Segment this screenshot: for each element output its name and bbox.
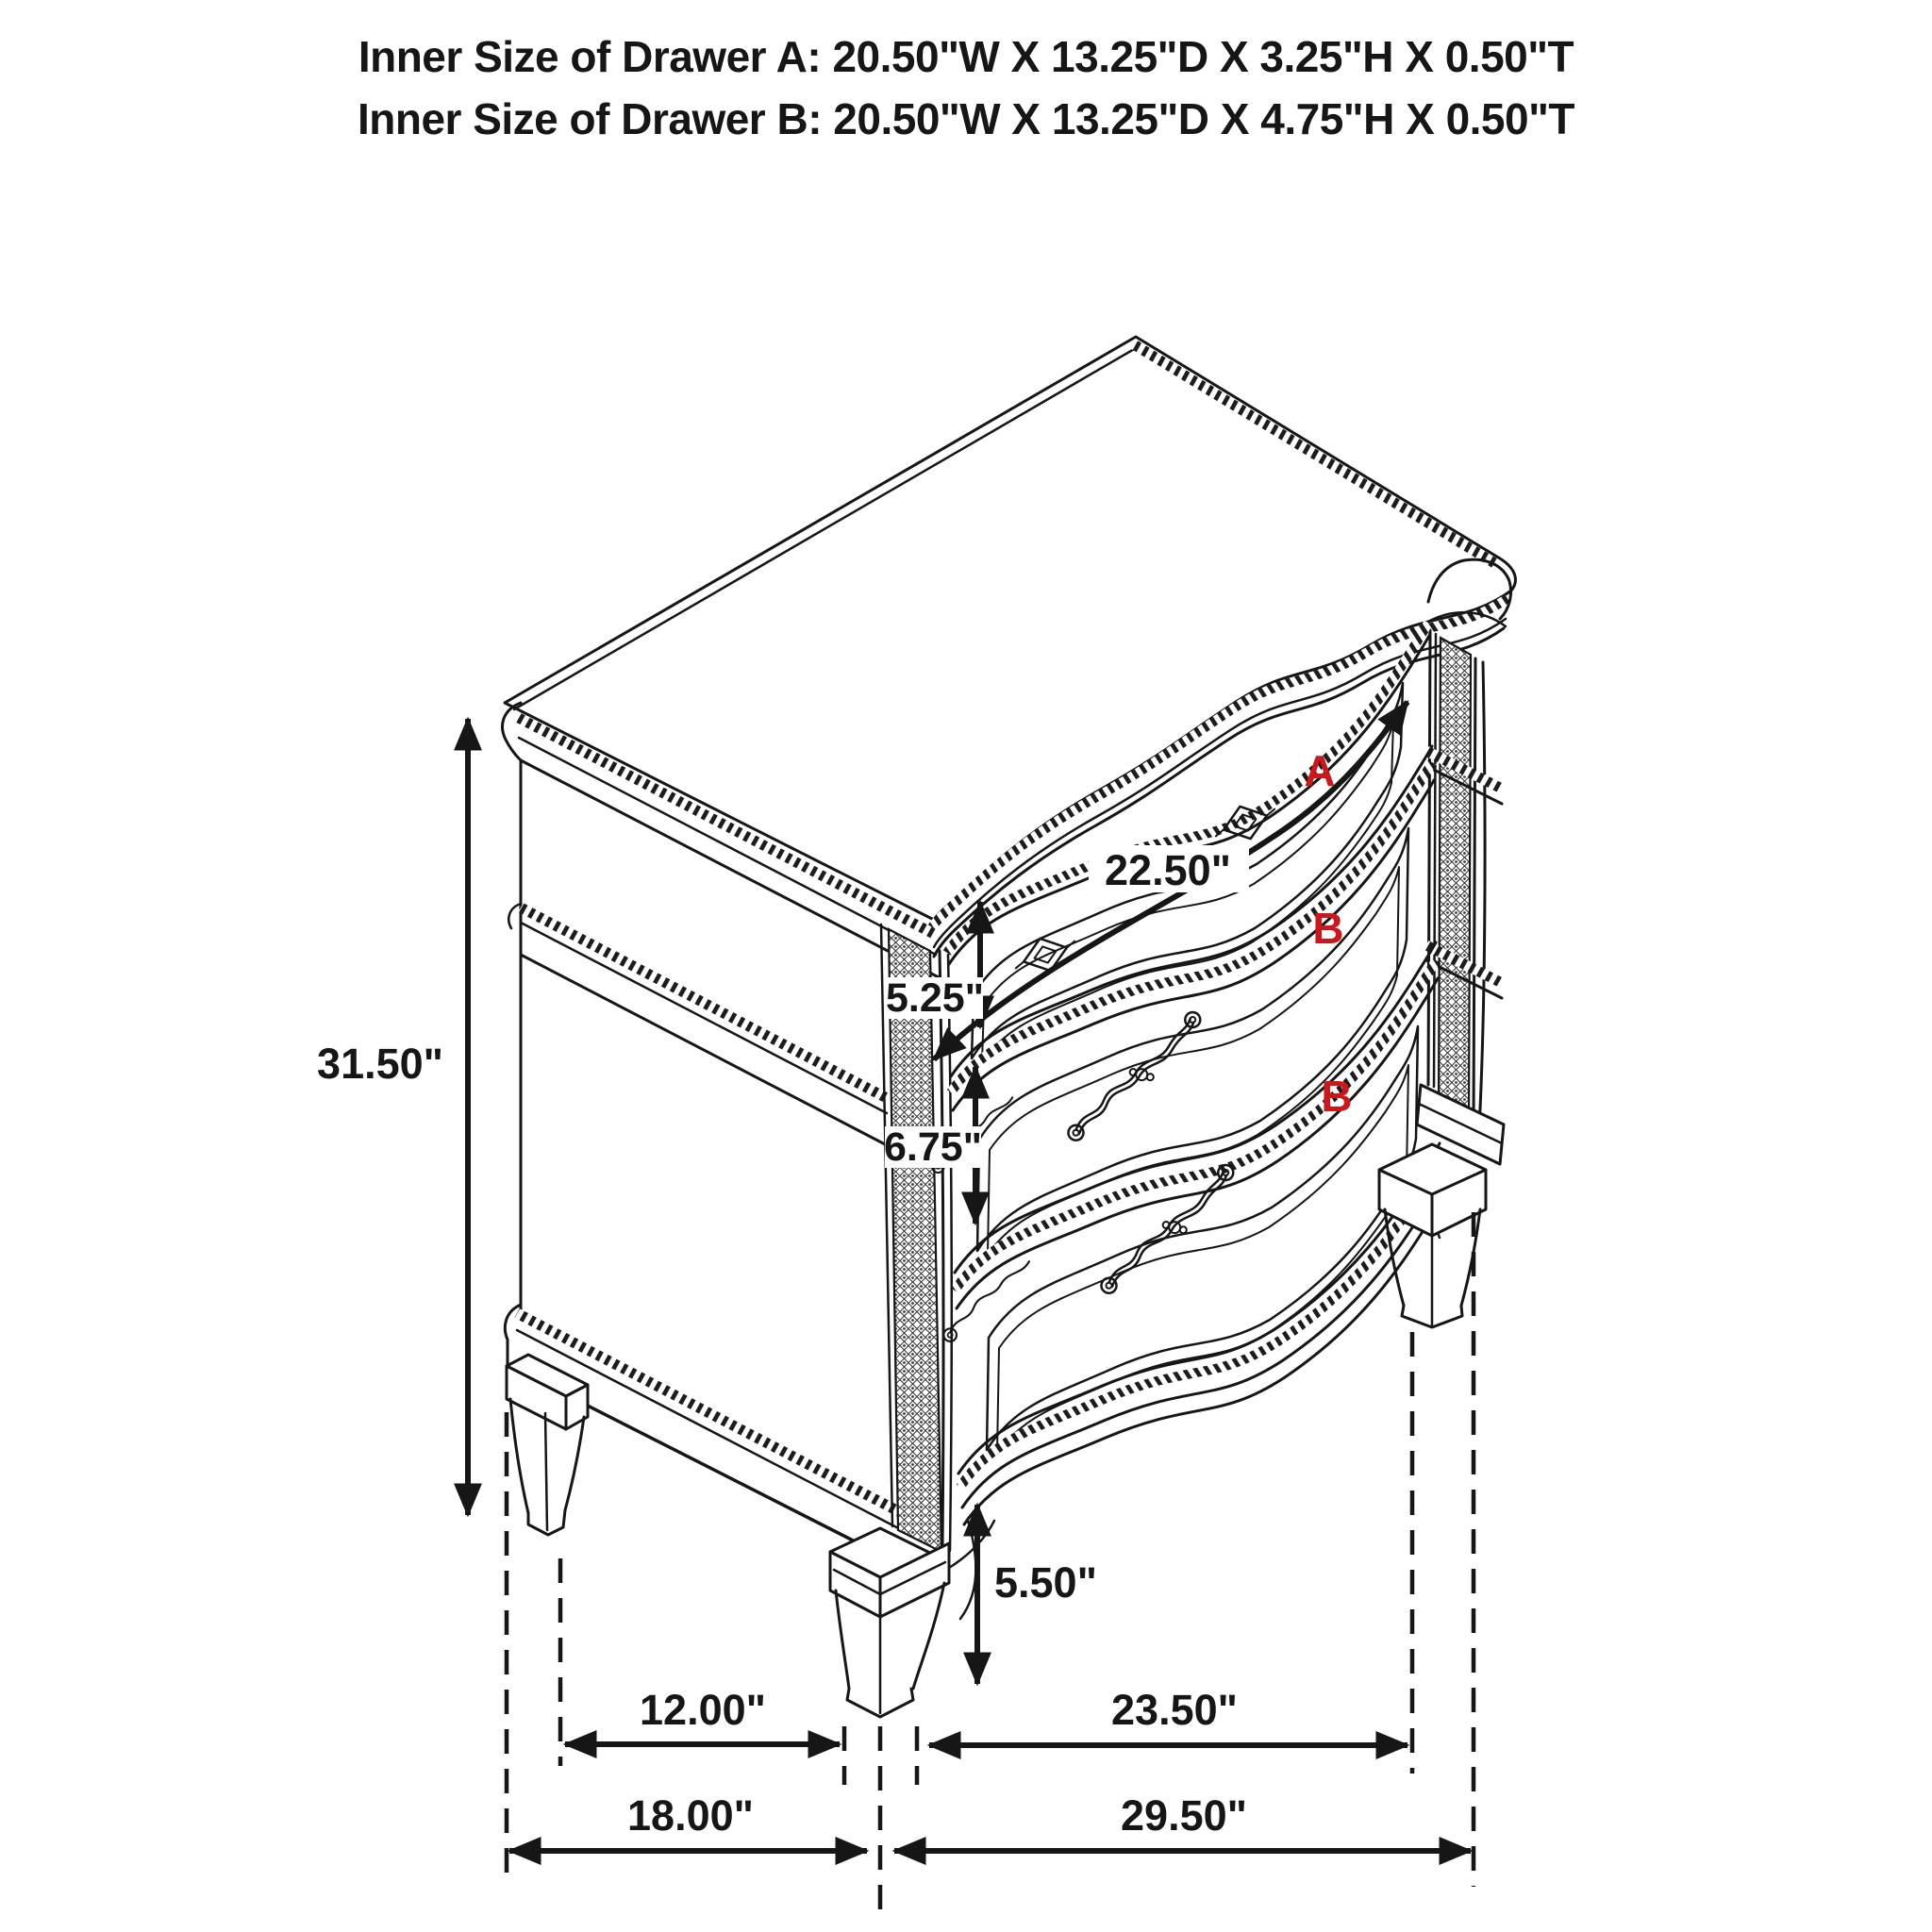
title-block <box>358 32 1574 143</box>
width-2350-label: 23.50" <box>1111 1686 1238 1734</box>
width-2950-label: 29.50" <box>1121 1791 1247 1840</box>
front-center-leg <box>830 1521 994 1717</box>
drawer-b-height-label: 6.75" <box>883 1124 983 1170</box>
drawer-width-label: 22.50" <box>1105 846 1231 894</box>
front-right-corner-post <box>1417 630 1504 1164</box>
leg-height-label: 5.50" <box>994 1558 1097 1607</box>
back-left-leg <box>507 1355 588 1535</box>
title-line-drawer-b: Inner Size of Drawer B: 20.50"W X 13.25"D X 4.75"H X 0.50"T <box>357 94 1575 143</box>
drawer-b-bottom-marker: B <box>1321 1072 1353 1121</box>
depth-1800-label: 18.00" <box>627 1791 754 1840</box>
drawer-a-height-label: 5.25" <box>885 975 985 1021</box>
drawer-b-middle-marker: B <box>1312 904 1344 953</box>
nightstand-illustration <box>503 337 1516 1717</box>
drawer-a-marker: A <box>1304 746 1336 795</box>
title-line-drawer-a: Inner Size of Drawer A: 20.50"W X 13.25"D X 3.25"H X 0.50"T <box>358 32 1574 81</box>
depth-12-label: 12.00" <box>640 1686 766 1734</box>
drawer-b-middle-handle <box>1045 1010 1223 1142</box>
overall-height-label: 31.50" <box>317 1040 443 1088</box>
